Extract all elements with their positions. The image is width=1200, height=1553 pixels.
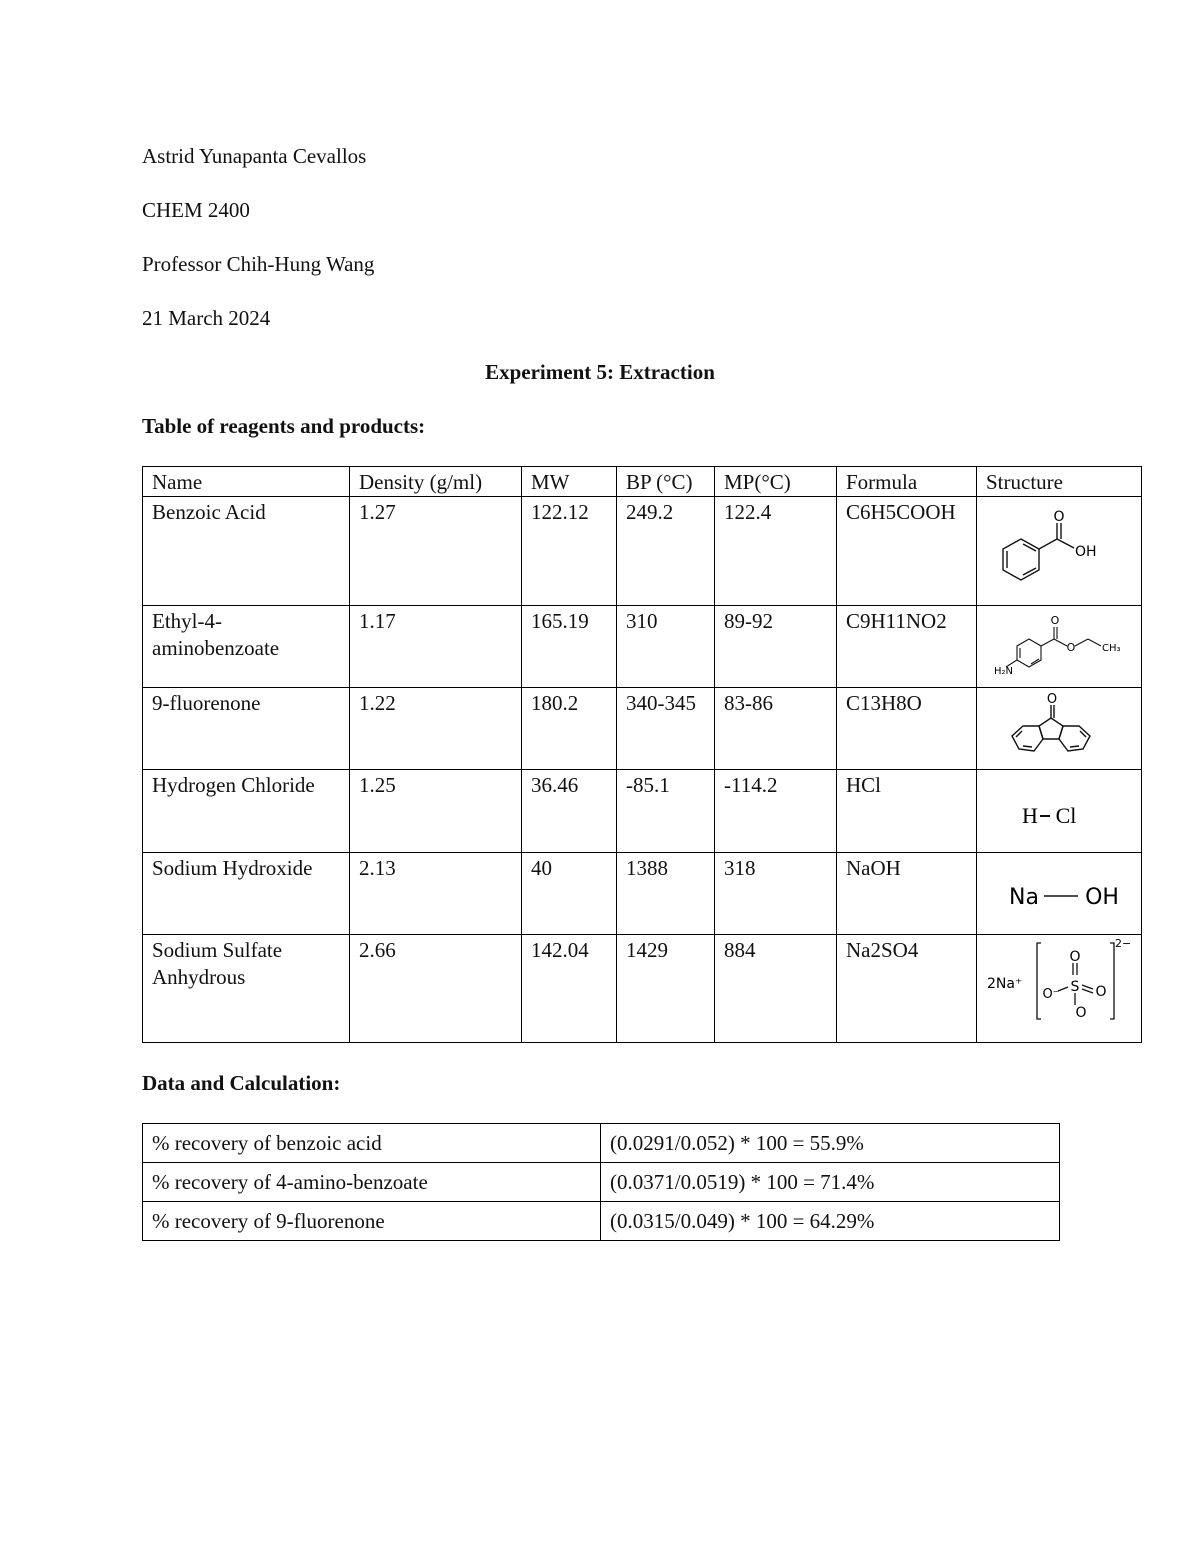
structure-cell <box>977 606 1142 688</box>
reagent-name: Sodium Hydroxide <box>143 853 350 935</box>
reagent-mp: 83-86 <box>715 688 837 770</box>
table-row <box>143 497 1142 606</box>
atom-label: O <box>1053 509 1065 525</box>
reagents-heading: Table of reagents and products: <box>142 414 426 438</box>
calc-value: (0.0371/0.0519) * 100 = 71.4% <box>601 1163 1060 1202</box>
column-header: Formula <box>837 467 977 497</box>
table-header-row <box>143 467 1142 497</box>
atom-label: Cl <box>1055 803 1077 828</box>
structure-cell <box>977 688 1142 770</box>
atom-label: S <box>1070 979 1080 995</box>
hcl-structure <box>977 770 1142 850</box>
naoh-structure <box>977 853 1142 932</box>
atom-label: O⁻ <box>1042 987 1060 1002</box>
reagent-density: 1.25 <box>350 770 522 853</box>
reagent-mp: 318 <box>715 853 837 935</box>
sodium-sulfate-structure <box>977 935 1142 1040</box>
table-row <box>143 688 1142 770</box>
report-date: 21 March 2024 <box>142 306 271 330</box>
reagent-name: Ethyl-4-aminobenzoate <box>143 606 350 688</box>
column-header: BP (°C) <box>617 467 715 497</box>
reagent-mp: -114.2 <box>715 770 837 853</box>
table-row <box>143 935 1142 1043</box>
author-name: Astrid Yunapanta Cevallos <box>142 144 367 168</box>
reagent-bp: 1388 <box>617 853 715 935</box>
professor-name: Professor Chih-Hung Wang <box>142 252 375 276</box>
structure-cell <box>977 935 1142 1043</box>
reagent-name: Sodium Sulfate Anhydrous <box>143 935 350 1043</box>
reagent-mw: 40 <box>522 853 617 935</box>
calc-value: (0.0315/0.049) * 100 = 64.29% <box>601 1202 1060 1241</box>
column-header: MP(°C) <box>715 467 837 497</box>
reagent-formula: C6H5COOH <box>837 497 977 606</box>
reagent-name: 9-fluorenone <box>143 688 350 770</box>
charge-label: 2− <box>1115 937 1132 950</box>
structure-cell <box>977 853 1142 935</box>
reagents-table <box>142 466 1142 1043</box>
reagent-mp: 89-92 <box>715 606 837 688</box>
atom-label: O <box>1046 692 1058 707</box>
column-header: Density (g/ml) <box>350 467 522 497</box>
atom-label: O <box>1075 1005 1087 1021</box>
reagent-density: 1.17 <box>350 606 522 688</box>
reagent-mw: 165.19 <box>522 606 617 688</box>
reagent-density: 1.22 <box>350 688 522 770</box>
table-row <box>143 853 1142 935</box>
reagent-formula: HCl <box>837 770 977 853</box>
calc-label: % recovery of benzoic acid <box>143 1124 601 1163</box>
data-heading: Data and Calculation: <box>142 1071 341 1095</box>
atom-label: CH₃ <box>1102 643 1121 654</box>
atom-label: O <box>1066 641 1076 654</box>
reagent-mw: 36.46 <box>522 770 617 853</box>
ethyl-aminobenzoate-structure <box>977 606 1142 685</box>
reagent-formula: NaOH <box>837 853 977 935</box>
table-row <box>143 606 1142 688</box>
column-header: Structure <box>977 467 1142 497</box>
benzoic-acid-structure <box>977 497 1142 603</box>
reagent-mp: 884 <box>715 935 837 1043</box>
reagent-name: Benzoic Acid <box>143 497 350 606</box>
reagent-bp: 249.2 <box>617 497 715 606</box>
atom-label: H <box>1022 803 1038 828</box>
calculation-table <box>142 1123 1060 1241</box>
atom-label: OH <box>1085 885 1119 910</box>
table-row <box>143 1163 1060 1202</box>
calc-label: % recovery of 4-amino-benzoate <box>143 1163 601 1202</box>
atom-label: O <box>1095 984 1107 1000</box>
structure-cell <box>977 770 1142 853</box>
reagent-formula: C9H11NO2 <box>837 606 977 688</box>
atom-label: Na <box>1009 885 1039 910</box>
calc-value: (0.0291/0.052) * 100 = 55.9% <box>601 1124 1060 1163</box>
column-header: MW <box>522 467 617 497</box>
reagent-mw: 122.12 <box>522 497 617 606</box>
reagent-bp: 310 <box>617 606 715 688</box>
atom-label: O <box>1069 949 1081 965</box>
reagent-mp: 122.4 <box>715 497 837 606</box>
reagent-name: Hydrogen Chloride <box>143 770 350 853</box>
page-title: Experiment 5: Extraction <box>485 360 715 384</box>
reagent-mw: 180.2 <box>522 688 617 770</box>
reagent-density: 2.13 <box>350 853 522 935</box>
reagent-density: 1.27 <box>350 497 522 606</box>
table-row <box>143 770 1142 853</box>
atom-label: O <box>1050 614 1060 627</box>
table-row <box>143 1202 1060 1241</box>
fluorenone-structure <box>977 688 1142 767</box>
atom-label: OH <box>1075 544 1097 560</box>
reagent-formula: C13H8O <box>837 688 977 770</box>
atom-label: H₂N <box>994 666 1014 677</box>
reagent-formula: Na2SO4 <box>837 935 977 1043</box>
course-code: CHEM 2400 <box>142 198 250 222</box>
structure-cell <box>977 497 1142 606</box>
reagent-bp: 1429 <box>617 935 715 1043</box>
reagent-bp: 340-345 <box>617 688 715 770</box>
reagent-mw: 142.04 <box>522 935 617 1043</box>
column-header: Name <box>143 467 350 497</box>
reagent-bp: -85.1 <box>617 770 715 853</box>
atom-label: 2Na⁺ <box>987 976 1023 992</box>
table-row <box>143 1124 1060 1163</box>
reagent-density: 2.66 <box>350 935 522 1043</box>
calc-label: % recovery of 9-fluorenone <box>143 1202 601 1241</box>
